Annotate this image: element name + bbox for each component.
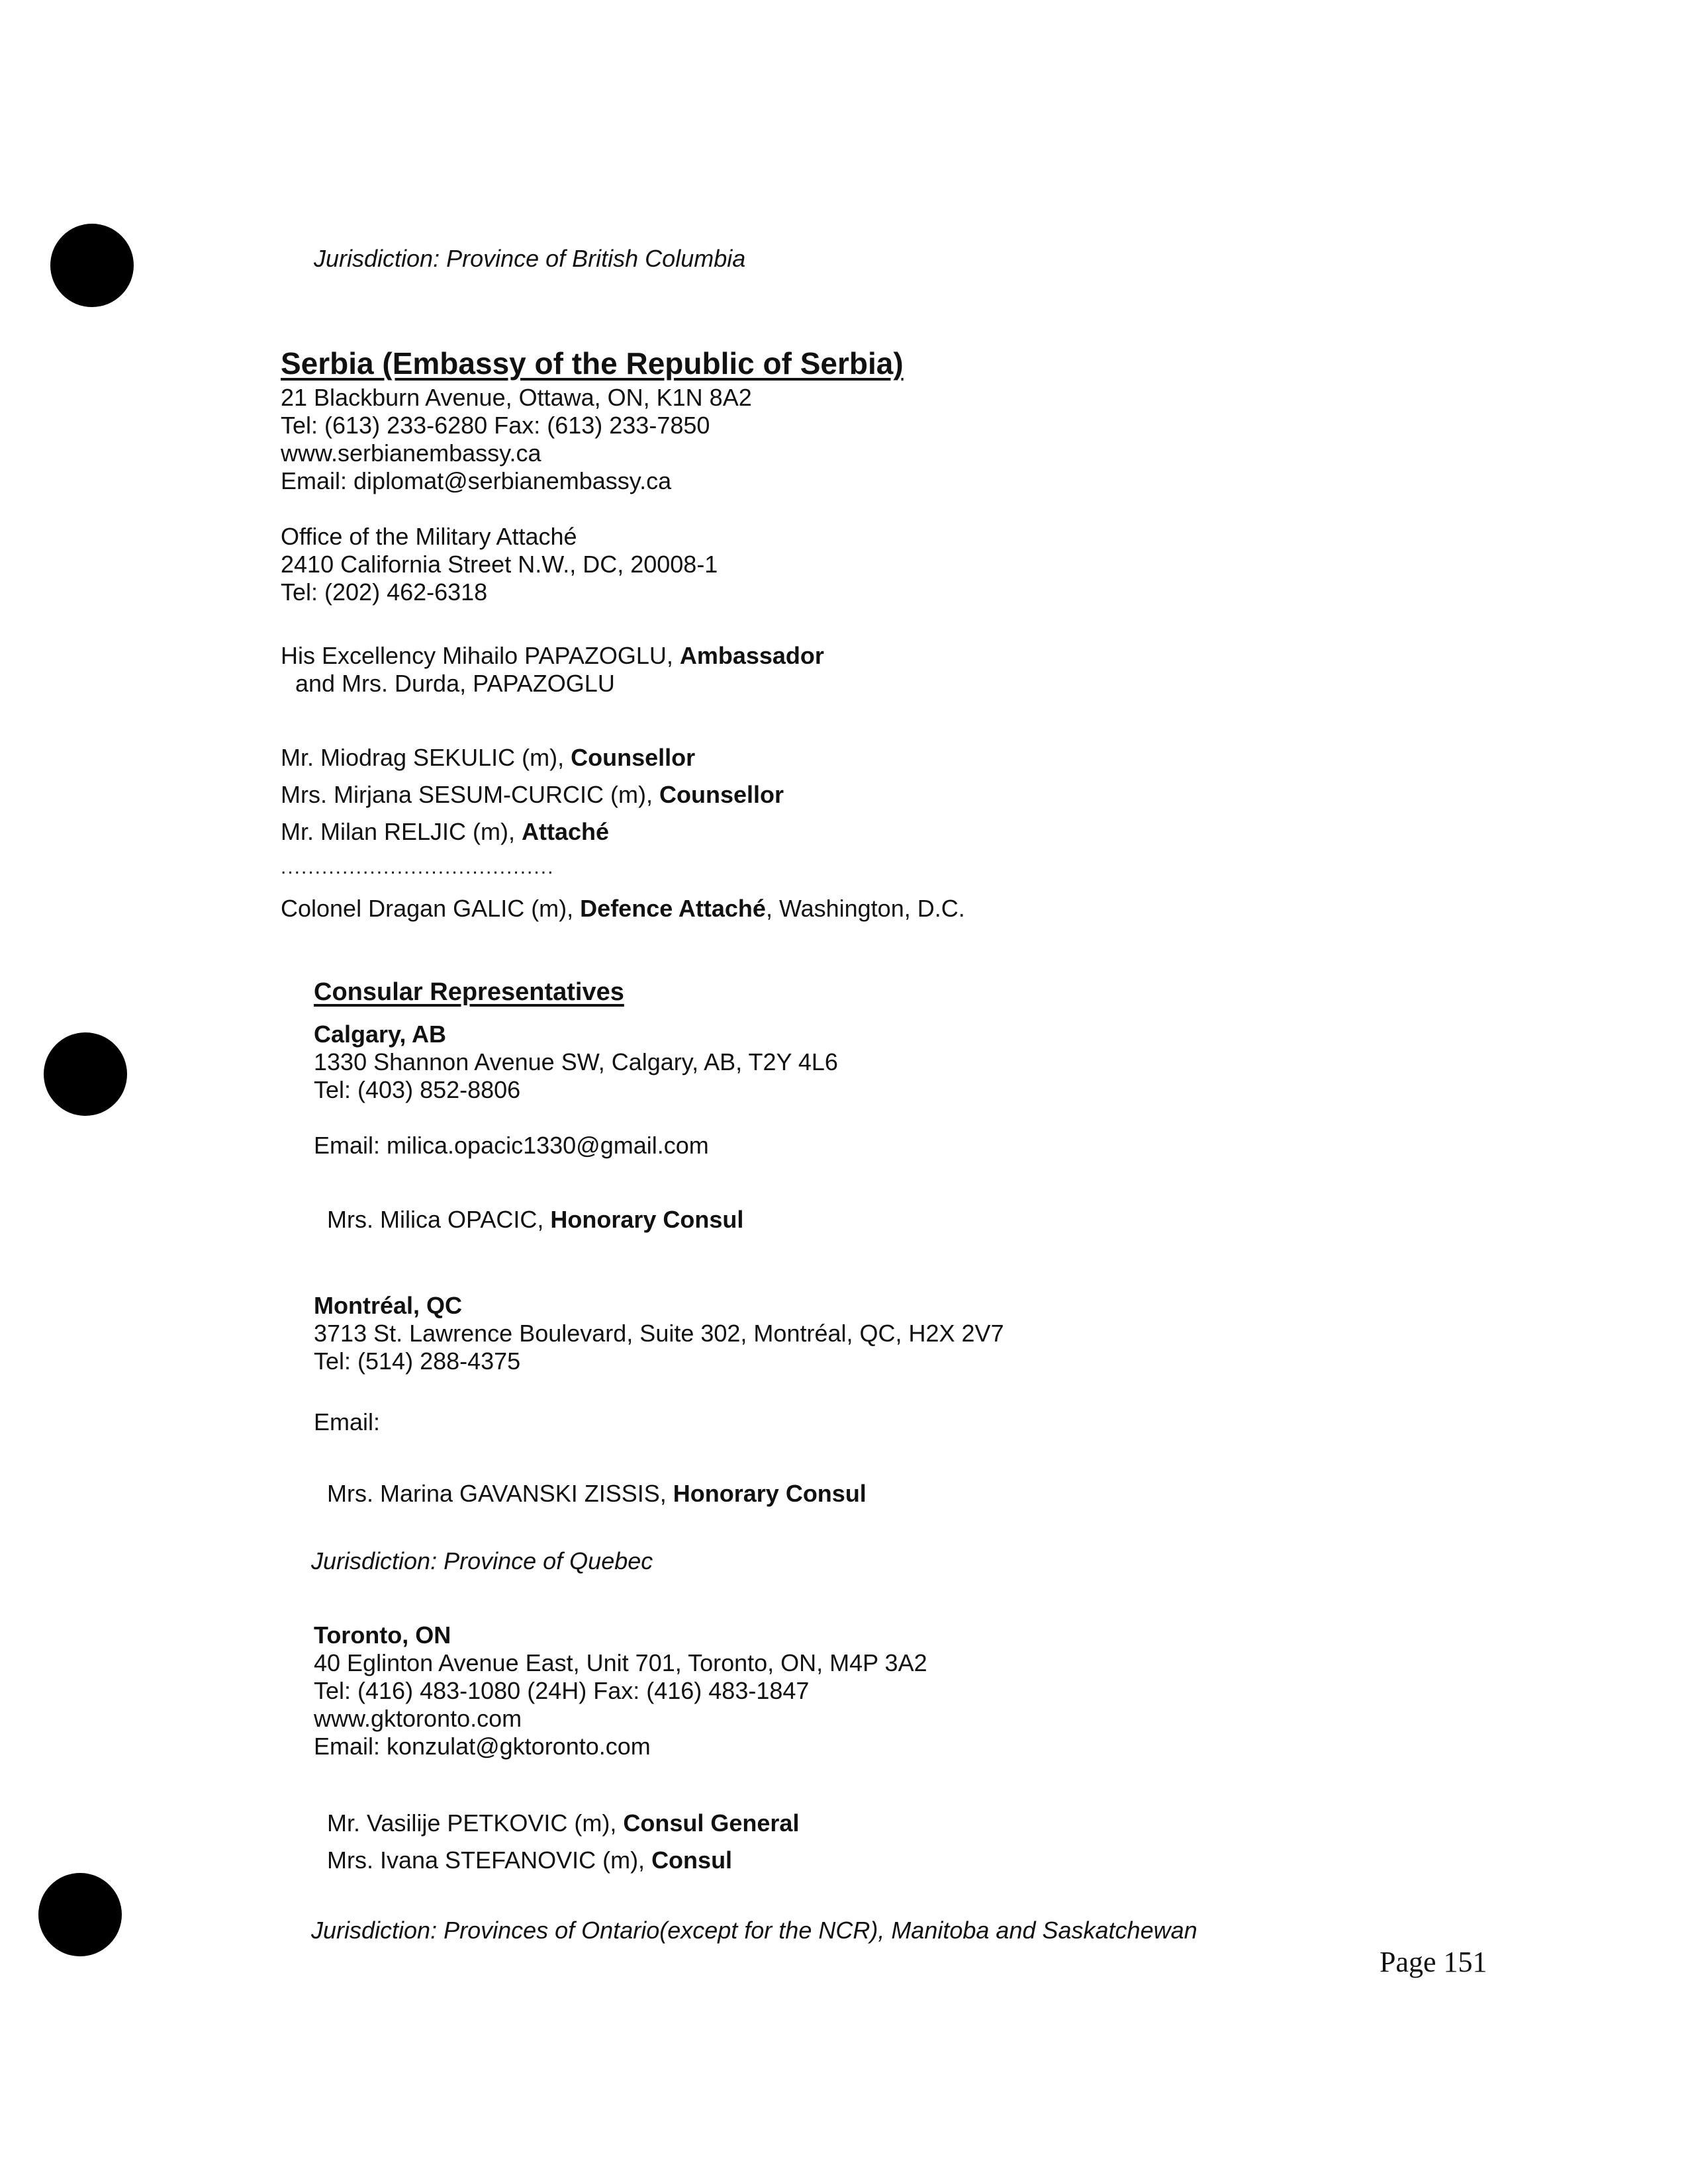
consul-name: Mrs. Milica OPACIC,	[327, 1206, 551, 1233]
embassy-tel-fax: Tel: (613) 233-6280 Fax: (613) 233-7850	[281, 412, 710, 439]
defence-attache-name: Colonel Dragan GALIC (m),	[281, 895, 581, 922]
consul-title: Honorary Consul	[550, 1206, 744, 1233]
jurisdiction-british-columbia: Jurisdiction: Province of British Columbia	[314, 245, 746, 272]
calgary-address: 1330 Shannon Avenue SW, Calgary, AB, T2Y 4L6	[314, 1048, 838, 1075]
consul-name: Mrs. Ivana STEFANOVIC (m),	[327, 1846, 652, 1874]
toronto-staff-1	[327, 1809, 799, 1837]
staff-name: Mr. Miodrag SEKULIC (m),	[281, 744, 571, 771]
consul-title: Consul General	[623, 1809, 800, 1837]
ambassador-spouse: and Mrs. Durda, PAPAZOGLU	[295, 670, 615, 697]
calgary-city: Calgary, AB	[314, 1021, 447, 1048]
binder-hole-middle	[44, 1032, 127, 1116]
toronto-city: Toronto, ON	[314, 1621, 451, 1649]
toronto-jurisdiction: Jurisdiction: Provinces of Ontario(except for the NCR), Manitoba and Saskatchewan	[311, 1917, 1197, 1944]
defence-attache-title: Defence Attaché	[580, 895, 766, 922]
calgary-tel: Tel: (403) 852-8806	[314, 1076, 521, 1103]
toronto-website: www.gktoronto.com	[314, 1705, 522, 1732]
montreal-jurisdiction: Jurisdiction: Province of Quebec	[311, 1547, 653, 1574]
ambassador-title: Ambassador	[679, 642, 824, 669]
consular-heading: Consular Representatives	[314, 978, 624, 1006]
toronto-address: 40 Eglinton Avenue East, Unit 701, Toronto, ON, M4P 3A2	[314, 1649, 927, 1676]
ambassador-name: His Excellency Mihailo PAPAZOGLU,	[281, 642, 680, 669]
consul-title: Consul	[651, 1846, 733, 1874]
staff-line-2	[281, 781, 784, 809]
staff-name: Mr. Milan RELJIC (m),	[281, 818, 522, 845]
ambassador-line	[281, 642, 824, 670]
montreal-email: Email:	[314, 1408, 381, 1435]
military-attache-office: Office of the Military Attaché	[281, 523, 577, 550]
embassy-heading: Serbia (Embassy of the Republic of Serbia)	[281, 346, 904, 381]
calgary-consul	[327, 1206, 743, 1234]
staff-line-3	[281, 818, 609, 846]
defence-attache-location: , Washington, D.C.	[765, 895, 965, 922]
staff-title: Counsellor	[659, 781, 784, 808]
montreal-tel: Tel: (514) 288-4375	[314, 1347, 521, 1375]
toronto-tel-fax: Tel: (416) 483-1080 (24H) Fax: (416) 483-1847	[314, 1677, 810, 1704]
military-attache-tel: Tel: (202) 462-6318	[281, 578, 488, 606]
binder-hole-top	[50, 224, 134, 307]
staff-name: Mrs. Mirjana SESUM-CURCIC (m),	[281, 781, 659, 808]
calgary-email: Email: milica.opacic1330@gmail.com	[314, 1132, 709, 1159]
embassy-address: 21 Blackburn Avenue, Ottawa, ON, K1N 8A2	[281, 384, 752, 411]
montreal-address: 3713 St. Lawrence Boulevard, Suite 302, Montréal, QC, H2X 2V7	[314, 1320, 1004, 1347]
consul-name: Mrs. Marina GAVANSKI ZISSIS,	[327, 1480, 673, 1507]
toronto-staff-2	[327, 1846, 732, 1874]
defence-attache-line	[281, 895, 965, 923]
montreal-consul	[327, 1480, 867, 1508]
dotted-separator: ........................................	[281, 856, 555, 878]
page-number: Page 151	[1380, 1946, 1487, 1978]
staff-title: Counsellor	[571, 744, 696, 771]
embassy-website: www.serbianembassy.ca	[281, 439, 541, 467]
consul-title: Honorary Consul	[673, 1480, 867, 1507]
montreal-city: Montréal, QC	[314, 1292, 463, 1319]
embassy-email: Email: diplomat@serbianembassy.ca	[281, 467, 672, 494]
military-attache-address: 2410 California Street N.W., DC, 20008-1	[281, 551, 718, 578]
staff-title: Attaché	[522, 818, 610, 845]
toronto-email: Email: konzulat@gktoronto.com	[314, 1733, 651, 1760]
consul-name: Mr. Vasilije PETKOVIC (m),	[327, 1809, 624, 1837]
binder-hole-bottom	[38, 1873, 122, 1956]
staff-line-1	[281, 744, 695, 772]
